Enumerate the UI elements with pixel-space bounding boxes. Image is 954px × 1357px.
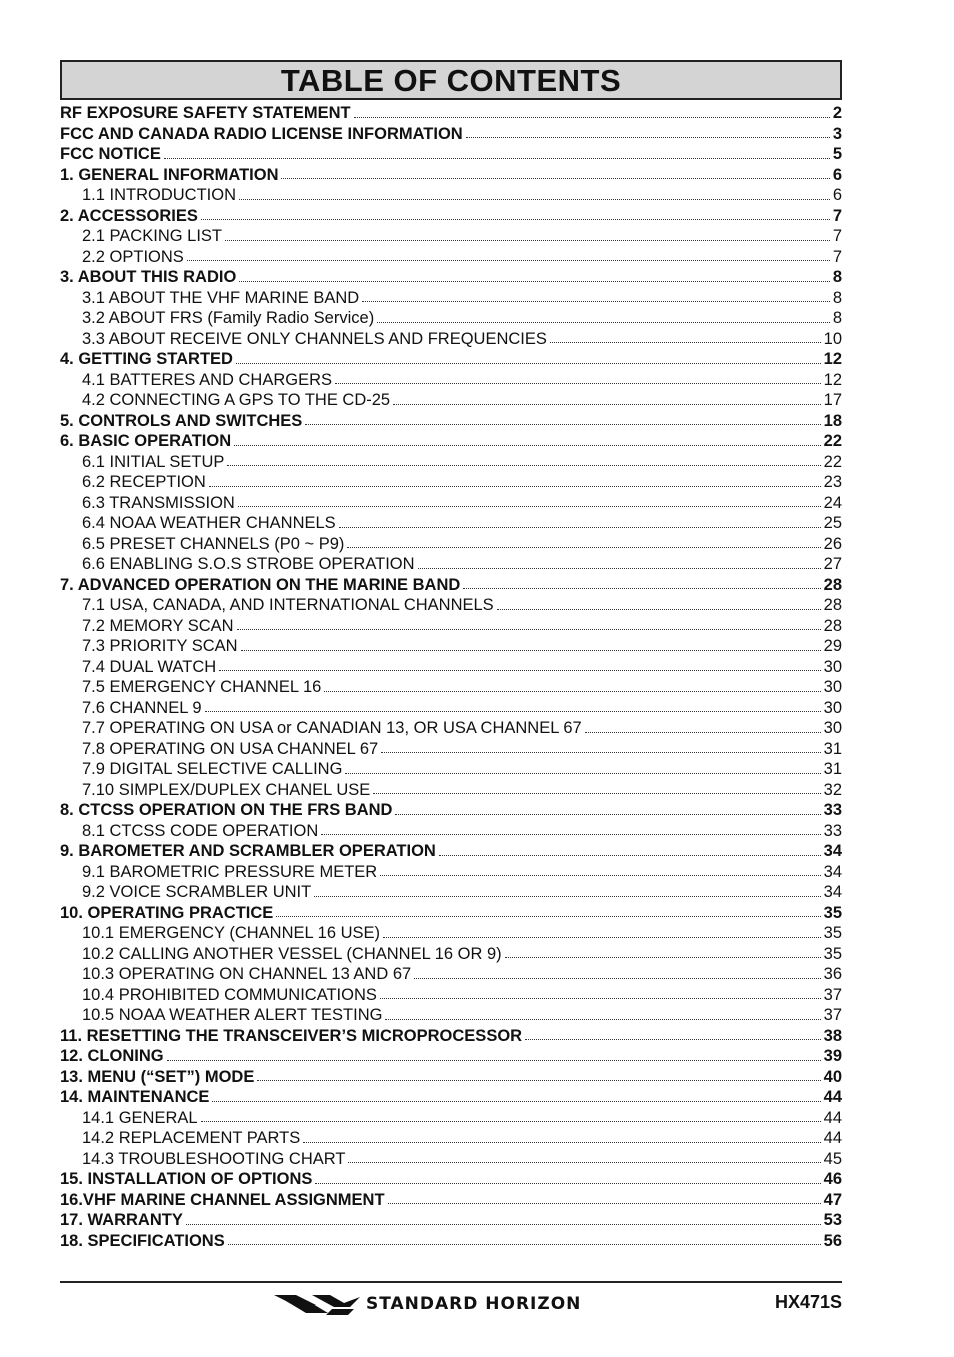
toc-entry-label: 7.8 OPERATING ON USA CHANNEL 67 [82,739,379,758]
toc-entry-label: 9. BAROMETER AND SCRAMBLER OPERATION [60,842,436,860]
toc-entry[interactable] [60,390,842,411]
toc-entry-page: 35 [823,903,842,922]
toc-entry[interactable] [60,841,842,862]
toc-entry[interactable] [60,718,842,739]
toc-entry-page: 7 [832,247,842,266]
toc-entry[interactable] [60,985,842,1006]
toc-entry-page: 35 [823,924,842,942]
toc-entry-page: 17 [823,391,842,409]
toc-leader-dots [209,486,821,487]
toc-entry[interactable] [60,308,842,329]
brand-name: STANDARD HORIZON [366,1294,582,1314]
toc-entry[interactable] [60,616,842,637]
toc-entry-page: 56 [823,1231,842,1250]
toc-leader-dots [525,1039,821,1040]
toc-entry-label: 15. INSTALLATION OF OPTIONS [60,1170,313,1188]
toc-entry-page: 44 [823,1129,842,1147]
toc-entry-page: 25 [823,514,842,532]
toc-entry-page: 39 [823,1047,842,1065]
toc-entry-label: 6.5 PRESET CHANNELS (P0 ~ P9) [82,534,345,553]
toc-entry[interactable] [60,821,842,842]
toc-entry-label: 6.2 RECEPTION [82,473,206,491]
toc-entry-page: 31 [823,739,842,758]
toc-leader-dots [239,199,830,200]
toc-entry-page: 22 [823,452,842,471]
toc-entry-page: 37 [823,1006,842,1024]
model-number: HX471S [774,1292,842,1312]
toc-entry-label: 7.3 PRIORITY SCAN [82,637,238,655]
toc-entry-label: 14.3 TROUBLESHOOTING CHART [82,1149,346,1168]
toc-entry-label: 7.7 OPERATING ON USA or CANADIAN 13, OR USA CHANNEL 67 [82,719,582,737]
toc-entry-label: 10.4 PROHIBITED COMMUNICATIONS [82,985,377,1004]
toc-leader-dots [348,1162,820,1163]
toc-entry-label: 9.1 BAROMETRIC PRESSURE METER [82,862,378,881]
toc-entry-page: 7 [832,206,842,225]
toc-entry-label: 6.4 NOAA WEATHER CHANNELS [82,514,336,532]
toc-leader-dots [314,896,820,897]
toc-leader-dots [418,568,821,569]
toc-entry[interactable] [60,493,842,514]
toc-leader-dots [227,465,820,466]
toc-entry[interactable] [60,1026,842,1047]
toc-entry-page: 6 [832,186,842,204]
toc-leader-dots [585,732,821,733]
toc-entry[interactable] [60,1108,842,1129]
toc-leader-dots [167,1060,821,1061]
toc-entry[interactable] [60,247,842,268]
toc-leader-dots [339,527,821,528]
toc-entry-label: 1.1 INTRODUCTION [82,186,237,204]
toc-leader-dots [393,404,821,405]
toc-entry[interactable] [60,431,842,452]
toc-entry-label: 12. CLONING [60,1047,164,1065]
toc-entry[interactable] [60,1231,842,1252]
toc-leader-dots [380,998,821,999]
toc-entry[interactable] [60,759,842,780]
toc-entry-label: 14.1 GENERAL [82,1108,198,1127]
page-title: TABLE OF CONTENTS [280,62,622,98]
toc-entry[interactable] [60,554,842,575]
toc-entry-label: 2.1 PACKING LIST [82,227,222,245]
toc-entry-page: 34 [823,883,842,901]
toc-leader-dots [241,650,821,651]
toc-entry[interactable] [60,800,842,821]
toc-entry-label: 16.VHF MARINE CHANNEL ASSIGNMENT [60,1190,385,1209]
toc-entry-label: 5. CONTROLS AND SWITCHES [60,411,303,430]
toc-entry[interactable] [60,575,842,596]
toc-leader-dots [201,1121,821,1122]
toc-entry[interactable] [60,739,842,760]
toc-entry-page: 35 [823,944,842,963]
toc-entry[interactable] [60,1190,842,1211]
toc-entry-page: 10 [823,329,842,348]
toc-entry-label: 8.1 CTCSS CODE OPERATION [82,821,319,840]
toc-entry-label: 7.6 CHANNEL 9 [82,698,202,717]
toc-entry[interactable] [60,1067,842,1088]
toc-entry-label: 3.1 ABOUT THE VHF MARINE BAND [82,288,360,307]
toc-entry-label: 7.4 DUAL WATCH [82,657,217,676]
toc-leader-dots [225,240,830,241]
toc-entry-page: 8 [832,309,842,327]
toc-entry-page: 30 [823,657,842,676]
toc-entry[interactable] [60,185,842,206]
toc-entry-page: 8 [832,268,842,286]
toc-leader-dots [238,506,821,507]
toc-entry-label: 3.3 ABOUT RECEIVE ONLY CHANNELS AND FREQUENCIES [82,329,547,348]
toc-entry[interactable] [60,1005,842,1026]
toc-entry-label: 4. GETTING STARTED [60,350,233,368]
toc-entry-page: 34 [823,842,842,860]
toc-entry[interactable] [60,1087,842,1108]
toc-entry-page: 12 [823,370,842,389]
toc-entry-page: 8 [832,288,842,307]
toc-entry-label: 7. ADVANCED OPERATION ON THE MARINE BAND [60,575,461,594]
toc-leader-dots [205,711,821,712]
toc-entry-page: 5 [832,145,842,163]
toc-entry[interactable] [60,903,842,924]
toc-entry[interactable] [60,780,842,801]
toc-leader-dots [187,260,830,261]
toc-entry[interactable] [60,944,842,965]
toc-leader-dots [324,691,820,692]
toc-entry-page: 40 [823,1067,842,1086]
toc-entry-page: 29 [823,637,842,655]
toc-entry-label: 2.2 OPTIONS [82,247,184,266]
toc-entry-label: 6. BASIC OPERATION [60,432,232,450]
toc-entry-label: 6.6 ENABLING S.O.S STROBE OPERATION [82,555,415,573]
toc-entry-label: RF EXPOSURE SAFETY STATEMENT [60,104,351,122]
toc-entry-page: 23 [823,473,842,491]
toc-leader-dots [303,1142,820,1143]
toc-entry-label: 9.2 VOICE SCRAMBLER UNIT [82,883,312,901]
toc-leader-dots [505,957,821,958]
toc-entry-page: 32 [823,780,842,799]
toc-leader-dots [228,1244,821,1245]
toc-leader-dots [463,588,820,589]
toc-leader-dots [315,1183,820,1184]
toc-entry-page: 6 [832,165,842,184]
toc-entry-page: 44 [823,1088,842,1106]
toc-entry-page: 30 [823,698,842,717]
toc-entry-page: 33 [823,801,842,819]
toc-leader-dots [377,322,830,323]
toc-entry[interactable] [60,165,842,186]
toc-leader-dots [164,158,830,159]
toc-entry-page: 18 [823,411,842,430]
toc-entry[interactable] [60,1046,842,1067]
toc-entry-label: 4.2 CONNECTING A GPS TO THE CD-25 [82,391,391,409]
toc-entry[interactable] [60,923,842,944]
toc-entry[interactable] [60,1169,842,1190]
toc-entry-page: 22 [823,432,842,450]
toc-entry-label: FCC NOTICE [60,145,161,163]
toc-leader-dots [276,916,820,917]
toc-leader-dots [373,793,820,794]
toc-leader-dots [335,383,821,384]
toc-entry-page: 24 [823,493,842,512]
toc-entry[interactable] [60,288,842,309]
toc-entry-label: 10.2 CALLING ANOTHER VESSEL (CHANNEL 16 OR 9) [82,944,502,963]
toc-entry[interactable] [60,226,842,247]
toc-entry-page: 53 [823,1211,842,1229]
toc-entry-label: 8. CTCSS OPERATION ON THE FRS BAND [60,801,393,819]
toc-entry[interactable] [60,370,842,391]
toc-leader-dots [236,363,821,364]
toc-entry[interactable] [60,329,842,350]
toc-entry-page: 7 [832,227,842,245]
toc-entry-label: 10. OPERATING PRACTICE [60,903,274,922]
toc-leader-dots [362,301,830,302]
toc-entry-label: 13. MENU (“SET”) MODE [60,1067,255,1086]
toc-entry-page: 37 [823,985,842,1004]
toc-entry-label: 4.1 BATTERES AND CHARGERS [82,370,333,389]
toc-leader-dots [550,342,821,343]
toc-entry[interactable] [60,349,842,370]
toc-entry-label: 14. MAINTENANCE [60,1088,210,1106]
toc-entry-page: 28 [823,616,842,635]
toc-entry-label: 3.2 ABOUT FRS (Family Radio Service) [82,309,375,327]
toc-entry[interactable] [60,1128,842,1149]
toc-leader-dots [212,1101,820,1102]
toc-leader-dots [385,1019,820,1020]
toc-entry-page: 30 [823,678,842,696]
toc-entry-label: FCC AND CANADA RADIO LICENSE INFORMATION [60,124,463,143]
toc-entry-page: 36 [823,965,842,983]
toc-leader-dots [347,547,820,548]
toc-entry-page: 2 [832,104,842,122]
toc-leader-dots [305,424,820,425]
toc-entry-label: 7.9 DIGITAL SELECTIVE CALLING [82,760,343,778]
toc-entry-page: 26 [823,534,842,553]
toc-leader-dots [414,978,820,979]
toc-leader-dots [383,937,821,938]
toc-entry[interactable] [60,534,842,555]
toc-leader-dots [439,855,821,856]
toc-leader-dots [234,445,821,446]
toc-entry[interactable] [60,103,842,124]
toc-entry-label: 6.1 INITIAL SETUP [82,452,225,471]
toc-entry-page: 38 [823,1026,842,1045]
toc-entry-page: 47 [823,1190,842,1209]
toc-entry-label: 7.1 USA, CANADA, AND INTERNATIONAL CHANNELS [82,596,494,614]
toc-leader-dots [466,137,830,138]
toc-entry[interactable] [60,1149,842,1170]
toc-entry-page: 45 [823,1149,842,1168]
toc-entry[interactable] [60,882,842,903]
toc-entry-label: 7.10 SIMPLEX/DUPLEX CHANEL USE [82,780,371,799]
toc-entry-label: 17. WARRANTY [60,1211,183,1229]
toc-entry-label: 7.5 EMERGENCY CHANNEL 16 [82,678,322,696]
toc-leader-dots [354,117,830,118]
toc-entry-label: 3. ABOUT THIS RADIO [60,268,237,286]
toc-leader-dots [281,178,829,179]
toc-entry[interactable] [60,267,842,288]
toc-leader-dots [380,875,820,876]
toc-entry[interactable] [60,1210,842,1231]
toc-entry-page: 27 [823,555,842,573]
toc-entry-label: 6.3 TRANSMISSION [82,493,235,512]
toc-entry-label: 18. SPECIFICATIONS [60,1231,225,1250]
toc-entry-page: 44 [823,1108,842,1127]
toc-entry-page: 33 [823,821,842,840]
toc-entry[interactable] [60,636,842,657]
toc-leader-dots [388,1203,821,1204]
toc-entry-label: 11. RESETTING THE TRANSCEIVER’S MICROPROCESSOR [60,1026,523,1045]
toc-entry-page: 34 [823,862,842,881]
toc-entry-page: 12 [823,350,842,368]
toc-entry-page: 3 [832,124,842,143]
title-banner [60,60,842,100]
toc-entry-page: 46 [823,1170,842,1188]
toc-entry[interactable] [60,595,842,616]
standard-horizon-logo-icon [272,1291,364,1317]
toc-leader-dots [201,219,830,220]
toc-entry[interactable] [60,862,842,883]
toc-leader-dots [219,670,820,671]
toc-entry[interactable] [60,124,842,145]
toc-entry[interactable] [60,677,842,698]
toc-leader-dots [345,773,820,774]
toc-entry-page: 28 [823,596,842,614]
toc-leader-dots [186,1224,821,1225]
toc-entry[interactable] [60,452,842,473]
toc-entry-label: 10.3 OPERATING ON CHANNEL 13 AND 67 [82,965,412,983]
toc-leader-dots [257,1080,820,1081]
toc-entry-label: 7.2 MEMORY SCAN [82,616,234,635]
toc-entry-label: 1. GENERAL INFORMATION [60,165,279,184]
toc-entry-page: 28 [823,575,842,594]
toc-entry[interactable] [60,698,842,719]
toc-leader-dots [239,281,830,282]
toc-entry[interactable] [60,964,842,985]
toc-entry[interactable] [60,657,842,678]
toc-entry[interactable] [60,472,842,493]
toc-entry[interactable] [60,144,842,165]
toc-entry-label: 14.2 REPLACEMENT PARTS [82,1129,301,1147]
toc-leader-dots [381,752,820,753]
footer-divider [60,1281,842,1283]
toc-leader-dots [395,814,820,815]
toc-entry[interactable] [60,513,842,534]
toc-entry-page: 30 [823,719,842,737]
toc-entry[interactable] [60,206,842,227]
table-of-contents [60,103,842,1251]
toc-entry-label: 10.5 NOAA WEATHER ALERT TESTING [82,1006,383,1024]
toc-entry-page: 31 [823,760,842,778]
toc-leader-dots [321,834,820,835]
toc-leader-dots [497,609,821,610]
toc-leader-dots [237,629,821,630]
toc-entry[interactable] [60,411,842,432]
toc-entry-label: 10.1 EMERGENCY (CHANNEL 16 USE) [82,924,381,942]
toc-entry-label: 2. ACCESSORIES [60,206,198,225]
